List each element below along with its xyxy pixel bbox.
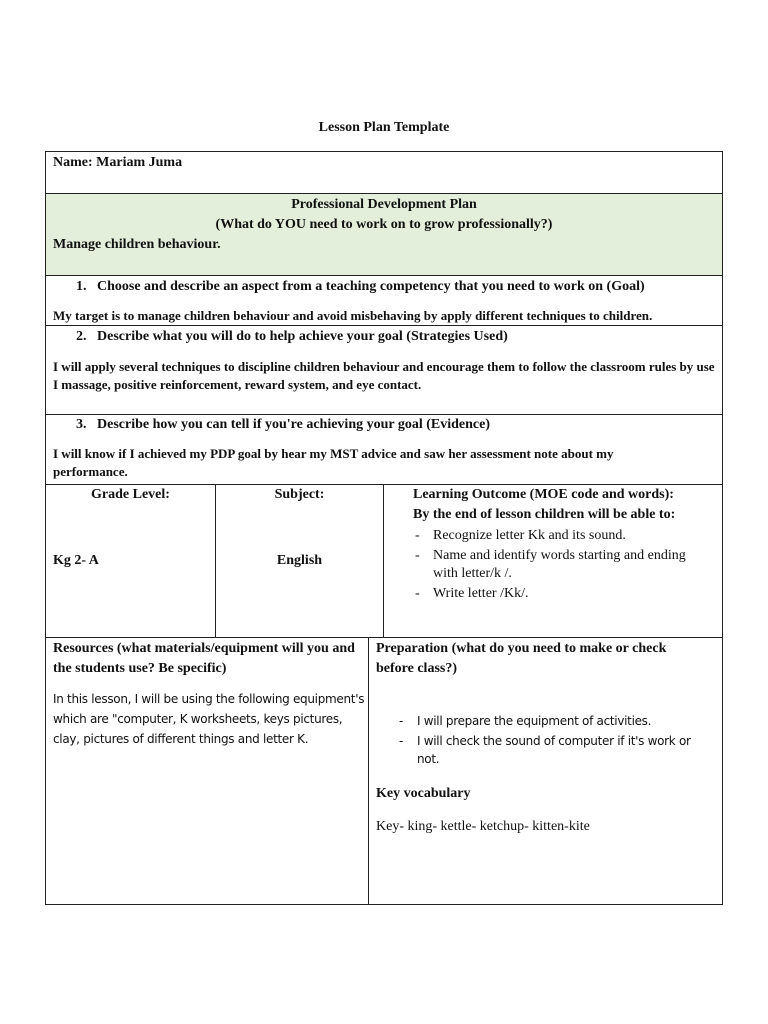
- outcome-list: [411, 527, 711, 603]
- strategies-section: [45, 325, 723, 415]
- strategies-heading: [76, 328, 716, 346]
- list-item: - I will prepare the equipment of activities.: [395, 712, 715, 730]
- goal-body: My target is to manage children behaviour and avoid misbehaving by apply different techniques to children.: [53, 308, 653, 323]
- outcome-cell: [383, 484, 723, 638]
- resources-cell: [45, 637, 369, 905]
- evidence-body: I will know if I achieved my PDP goal by hear my MST advice and saw her assessment note about my performance.: [53, 446, 614, 479]
- name-field: Name: Mariam Juma: [53, 155, 183, 170]
- list-item: - I will check the sound of computer if it's work or not.: [395, 732, 715, 768]
- preparation-list: [395, 712, 715, 768]
- goal-number: 1.: [76, 279, 87, 294]
- grade-cell: [45, 484, 216, 638]
- goal-heading: [76, 278, 716, 296]
- resources-label: Resources (what materials/equipment will you and the students use? Be specific): [53, 641, 355, 676]
- goal-section: [45, 275, 723, 326]
- vocab-list: Key- king- kettle- ketchup- kitten-kite: [376, 819, 590, 834]
- outcome-label: Learning Outcome (MOE code and words):: [413, 487, 674, 502]
- list-item: - Name and identify words starting and ending with letter/k /.: [411, 547, 711, 583]
- strategies-heading-text: Describe what you will do to help achieve your goal (Strategies Used): [97, 329, 508, 344]
- grade-value: Kg 2- A: [53, 553, 99, 568]
- subject-cell: [215, 484, 384, 638]
- evidence-number: 3.: [76, 417, 87, 432]
- goal-heading-text: Choose and describe an aspect from a teaching competency that you need to work on (Goal): [97, 279, 645, 294]
- evidence-heading: [76, 416, 716, 434]
- evidence-heading-text: Describe how you can tell if you're achieving your goal (Evidence): [97, 417, 491, 432]
- page-title: Lesson Plan Template: [318, 120, 450, 135]
- outcome-intro: By the end of lesson children will be able to:: [413, 507, 676, 522]
- subject-value: English: [276, 553, 323, 568]
- pdp-focus: Manage children behaviour.: [53, 237, 221, 252]
- pdp-heading: Professional Development Plan: [291, 197, 477, 212]
- resources-body: In this lesson, I will be using the following equipment's which are "computer, K worksheets, keys pictures, clay, pictures of different things and letter K.: [53, 692, 365, 746]
- list-item: - Recognize letter Kk and its sound.: [411, 527, 711, 545]
- vocab-label: Key vocabulary: [376, 786, 471, 801]
- subject-label: Subject:: [274, 487, 325, 502]
- pdp-question: (What do YOU need to work on to grow professionally?): [215, 217, 553, 232]
- grade-label: Grade Level:: [91, 487, 170, 502]
- evidence-section: [45, 414, 723, 485]
- preparation-cell: [368, 637, 723, 905]
- name-row: [45, 151, 723, 194]
- strategies-number: 2.: [76, 329, 87, 344]
- pdp-header: [45, 193, 723, 276]
- list-item: - Write letter /Kk/.: [411, 585, 711, 603]
- preparation-label: Preparation (what do you need to make or check before class?): [376, 641, 667, 676]
- strategies-body: I will apply several techniques to discipline children behaviour and encourage them to follow the classroom rules by use I massage, positive reinforcement, reward system, and eye contact.: [53, 359, 715, 392]
